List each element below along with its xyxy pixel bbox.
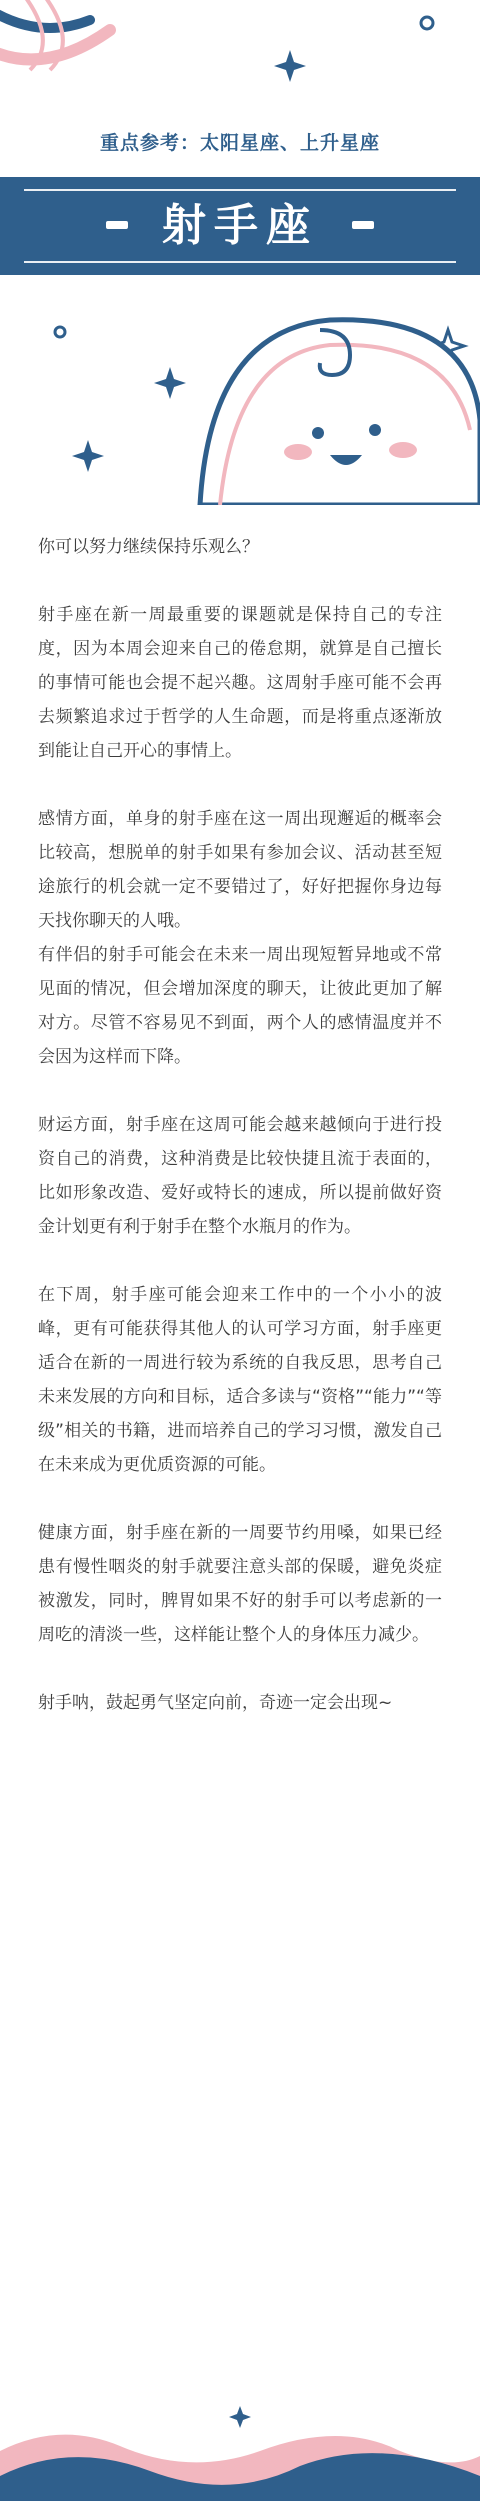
paragraph: 射手呐，鼓起勇气坚定向前，奇迹一定会出现~ <box>38 1693 393 1713</box>
subtitle: 重点参考：太阳星座、上升星座 <box>99 132 380 154</box>
dash-icon <box>352 221 374 229</box>
planet-icon <box>0 0 110 70</box>
paragraph: 在下周，射手座可能会迎来工作中的一个小小的波峰，更有可能获得其他人的认可学习方面，射手座更适合在新的一周进行较为系统的自我反思，思考自己未来发展的方向和目标，适合多读与“资格”“能力”“等级”相关的书籍，进而培养自己的学习习惯，激发自己在未来成为更优质资源的可能。 <box>38 1285 442 1475</box>
paragraph: 健康方面，射手座在新的一周要节约用嗓，如果已经患有慢性咽炎的射手就要注意头部的保暖，避免炎症被激发，同时，脾胃如果不好的射手可以考虑新的一周吃的清淡一些，这样能让整个人的身体压力减少。 <box>38 1523 442 1645</box>
sparkle-icon <box>72 440 104 472</box>
paragraph: 财运方面，射手座在这周可能会越来越倾向于进行投资自己的消费，这种消费是比较快捷且流于表面的，比如形象改造、爱好或特长的速成，所以提前做好资金计划更有利于射手在整个水瓶月的作为。 <box>38 1115 442 1237</box>
article-body <box>38 530 442 1754</box>
dot-icon <box>421 17 433 29</box>
character-icon <box>200 320 480 505</box>
paragraph: 射手座在新一周最重要的课题就是保持自己的专注度，因为本周会迎来自己的倦怠期，就算是自己擅长的事情可能也会提不起兴趣。这周射手座可能不会再去频繁追求过于哲学的人生命题，而是将重点逐渐放到能让自己开心的事情上。 <box>38 605 442 761</box>
sparkle-icon <box>154 367 186 399</box>
footer-waves <box>0 2381 480 2501</box>
wave-decoration <box>0 2381 480 2501</box>
dot-icon <box>55 327 65 337</box>
divider <box>24 261 456 263</box>
paragraph: 你可以努力继续保持乐观么？ <box>38 537 259 557</box>
sparkle-icon <box>229 2406 251 2428</box>
header-banner <box>0 0 480 505</box>
paragraph: 有伴侣的射手可能会在未来一周出现短暂异地或不常见面的情况，但会增加深度的聊天，让彼此更加了解对方。尽管不容易见不到面，两个人的感情温度并不会因为这样而下降。 <box>38 945 442 1067</box>
divider <box>24 189 456 191</box>
paragraph: 感情方面，单身的射手座在这一周出现邂逅的概率会比较高，想脱单的射手如果有参加会议、活动甚至短途旅行的机会就一定不要错过了，好好把握你身边每天找你聊天的人哦。 <box>38 809 442 931</box>
page-title: 射手座 <box>162 200 318 251</box>
title-band <box>0 177 480 275</box>
sparkle-icon <box>274 50 306 82</box>
